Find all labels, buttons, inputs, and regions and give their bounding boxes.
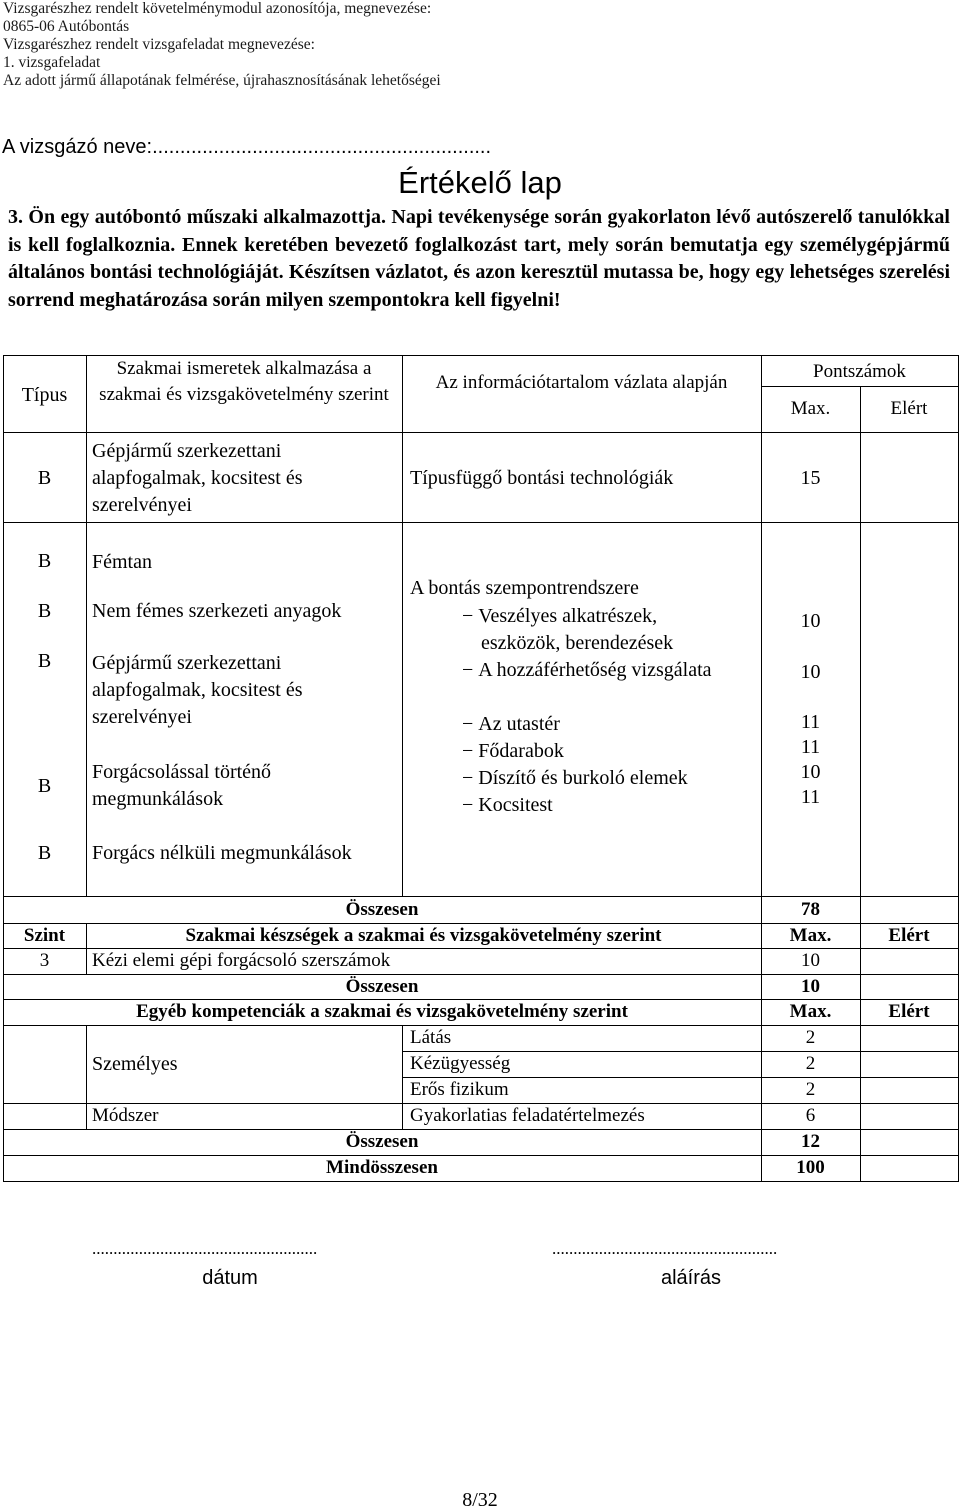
header-task-title: Az adott jármű állapotának felmérése, újrahasznosításának lehetőségei bbox=[3, 72, 441, 89]
header-task-label: Vizsgarészhez rendelt vizsgafeladat megnevezése: bbox=[3, 36, 315, 53]
rowb5-type: B bbox=[37, 842, 52, 864]
comp-achieved-head: Elért bbox=[888, 1001, 930, 1022]
info-point: 11 bbox=[800, 786, 821, 808]
col-head-type: Típus bbox=[21, 384, 68, 406]
rowb3-knowledge: Gépjármű szerkezettani alapfogalmak, kocsitest és szerelvényei bbox=[92, 652, 303, 728]
col-head-knowledge: Szakmai ismeretek alkalmazása a szakmai és vizsgakövetelmény szerint bbox=[99, 358, 389, 405]
info-item: − Díszítő és burkoló elemek bbox=[462, 765, 742, 792]
method-item-max: 6 bbox=[805, 1105, 816, 1126]
personal-item-name: Erős fizikum bbox=[410, 1079, 509, 1100]
skills-row-max: 10 bbox=[801, 950, 820, 971]
skills-row-level: 3 bbox=[39, 950, 50, 971]
rowb1-knowledge: Fémtan bbox=[92, 551, 152, 573]
col-head-max: Max. bbox=[790, 398, 831, 419]
info-item: − Veszélyes alkatrészek, eszközök, berendezések bbox=[462, 603, 732, 657]
signature-label: aláírás bbox=[660, 1267, 722, 1289]
personal-item-max: 2 bbox=[805, 1053, 816, 1074]
header-module-label: Vizsgarészhez rendelt követelménymodul azonosítója, megnevezése: bbox=[3, 0, 432, 17]
rowb2-type: B bbox=[37, 600, 52, 622]
personal-item-max: 2 bbox=[805, 1079, 816, 1100]
sum3-label: Összesen bbox=[345, 1131, 419, 1152]
date-label: dátum bbox=[202, 1267, 258, 1289]
rowb2-knowledge: Nem fémes szerkezeti anyagok bbox=[92, 600, 342, 622]
skills-max-head: Max. bbox=[789, 925, 832, 946]
info-point: 11 bbox=[800, 711, 821, 733]
info-item: − Fődarabok bbox=[462, 738, 732, 765]
comp-max-head: Max. bbox=[789, 1001, 832, 1022]
skills-achieved-head: Elért bbox=[888, 925, 930, 946]
page-number: 8/32 bbox=[462, 1489, 498, 1511]
sum3-value: 12 bbox=[801, 1131, 820, 1152]
sum2-label: Összesen bbox=[345, 976, 419, 997]
examinee-name-line: A vizsgázó neve:............................................................. bbox=[2, 136, 492, 158]
header-task-number: 1. vizsgafeladat bbox=[3, 54, 101, 71]
sum1-label: Összesen bbox=[345, 899, 419, 920]
row1-info: Típusfüggő bontási technológiák bbox=[410, 467, 674, 489]
header-module-value: 0865-06 Autóbontás bbox=[3, 18, 130, 35]
row1-max: 15 bbox=[800, 467, 821, 489]
col-head-points: Pontszámok bbox=[813, 361, 906, 382]
grand-total-value: 100 bbox=[796, 1157, 825, 1178]
personal-item-name: Látás bbox=[410, 1027, 452, 1048]
sum1-value: 78 bbox=[801, 899, 820, 920]
comp-head: Egyéb kompetenciák a szakmai és vizsgakövetelmény szerint bbox=[136, 1001, 628, 1022]
skills-row-name: Kézi elemi gépi forgácsoló szerszámok bbox=[92, 950, 391, 971]
date-dots: ..................................................... bbox=[92, 1239, 318, 1258]
rowb5-knowledge: Forgács nélküli megmunkálások bbox=[92, 842, 352, 864]
info-point: 11 bbox=[800, 736, 821, 758]
col-head-achieved: Elért bbox=[890, 398, 928, 419]
col-head-info: Az információtartalom vázlata alapján bbox=[435, 372, 728, 393]
page-title: Értékelő lap bbox=[398, 165, 562, 200]
personal-label: Személyes bbox=[92, 1053, 178, 1075]
rowb4-knowledge: Forgácsolással történő megmunkálások bbox=[92, 761, 272, 810]
method-item-name: Gyakorlatias feladatértelmezés bbox=[410, 1105, 645, 1126]
sum2-value: 10 bbox=[801, 976, 820, 997]
personal-item-max: 2 bbox=[805, 1027, 816, 1048]
rowb3-type: B bbox=[37, 650, 52, 672]
info-item: − Kocsitest bbox=[462, 792, 732, 819]
row1-type: B bbox=[37, 467, 52, 489]
row1-knowledge: Gépjármű szerkezettani alapfogalmak, kocsitest és szerelvényei bbox=[92, 440, 303, 516]
rowb1-type: B bbox=[37, 550, 52, 572]
rowb4-type: B bbox=[37, 775, 52, 797]
grand-total-label: Mindösszesen bbox=[326, 1157, 438, 1178]
skills-level-head: Szint bbox=[23, 925, 66, 946]
skills-head: Szakmai készségek a szakmai és vizsgakövetelmény szerint bbox=[185, 925, 662, 946]
info-item: − Az utastér bbox=[462, 711, 732, 738]
info-point: 10 bbox=[800, 761, 821, 783]
info-title: A bontás szempontrendszere bbox=[410, 577, 639, 599]
info-point: 10 bbox=[800, 610, 821, 632]
method-label: Módszer bbox=[92, 1105, 159, 1126]
info-item: − A hozzáférhetőség vizsgálata bbox=[462, 657, 732, 684]
signature-dots: ..................................................... bbox=[552, 1239, 778, 1258]
task-paragraph: 3. Ön egy autóbontó műszaki alkalmazottja. Napi tevékenysége során gyakorlaton lévő autószerelő tanulókkal is kell foglalkoznia. Ennek keretében bevezető foglalkozást tart, mely során bemutatja egy személygépjármű általános bontási technológiáját. Készítsen vázlatot, és azon keresztül mutassa be, hogy egy lehetséges szerelési sorrend meghatározása során milyen szempontokra kell figyelni! bbox=[8, 206, 950, 311]
info-point: 10 bbox=[800, 661, 821, 683]
personal-item-name: Kézügyesség bbox=[410, 1053, 511, 1074]
